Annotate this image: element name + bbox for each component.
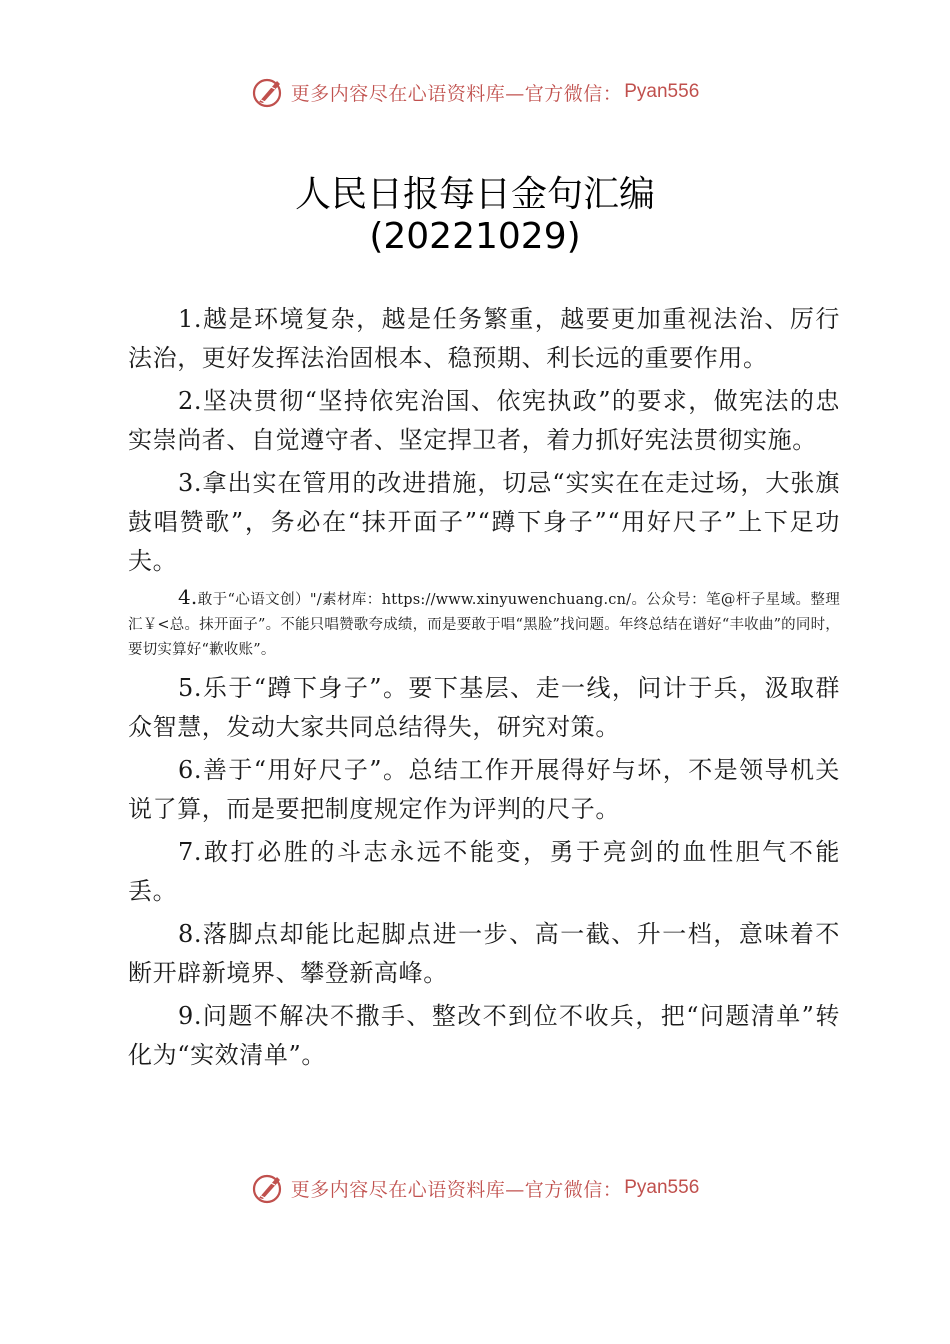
document-date: (20221029) [369, 216, 581, 257]
document-title: 人民日报每日金句汇编 [294, 174, 655, 215]
quote-item-6: 6.善于“用好尺子”。总结工作开展得好与坏，不是领导机关说了算，而是要把制度规定作为评判的尺子。 [128, 756, 840, 823]
quote-item-4-number: 4. [178, 585, 198, 609]
quote-item-4 [128, 585, 840, 663]
quote-item-2: 2.坚决贯彻“坚持依宪治国、依宪执政”的要求，做宪法的忠实崇尚者、自觉遵守者、坚定捍卫者，着力抓好宪法贯彻实施。 [128, 387, 840, 454]
promo-text: 更多内容尽在心语资料库—官方微信： [290, 82, 623, 105]
quote-item-8: 8.落脚点却能比起脚点进一步、高一截、升一档，意味着不断开辟新境界、攀登新高峰。 [128, 920, 840, 987]
quote-item-7: 7.敢打必胜的斗志永远不能变，勇于亮剑的血性胆气不能丢。 [128, 838, 840, 905]
feather-pen-logo-icon [251, 75, 285, 109]
quote-item-4-text: 敢于“心语文创）"/素材库：https://www.xinyuwenchuang.cn/。公众号：笔@杆子星域。整理汇￥<总。抹开面子”。不能只唱赞歌夸成绩，而是要敢于唱“黑脸”找问题。年终总结在谱好“丰收曲”的同时，要切实算好“歉收账”。 [128, 592, 840, 658]
quote-item-9: 9.问题不解决不撒手、整改不到位不收兵，把“问题清单”转化为“实效清单”。 [128, 1002, 840, 1069]
quote-item-3: 3.拿出实在管用的改进措施，切忌“实实在在走过场，大张旗鼓唱赞歌”，务必在“抹开面子”“蹲下身子”“用好尺子”上下足功夫。 [128, 469, 840, 575]
document-body [128, 300, 840, 1079]
footer-watermark-banner [0, 1168, 950, 1208]
quote-item-1: 1.越是环境复杂，越是任务繁重，越要更加重视法治、厉行法治，更好发挥法治固根本、稳预期、利长远的重要作用。 [128, 305, 840, 372]
wechat-id: Pyan556 [624, 81, 700, 102]
quote-item-5: 5.乐于“蹲下身子”。要下基层、走一线，问计于兵，汲取群众智慧，发动大家共同总结得失，研究对策。 [128, 674, 840, 741]
feather-pen-logo-icon [251, 1171, 285, 1205]
promo-text: 更多内容尽在心语资料库—官方微信： [290, 1178, 623, 1201]
header-watermark-banner [0, 72, 950, 112]
wechat-id: Pyan556 [624, 1177, 700, 1198]
